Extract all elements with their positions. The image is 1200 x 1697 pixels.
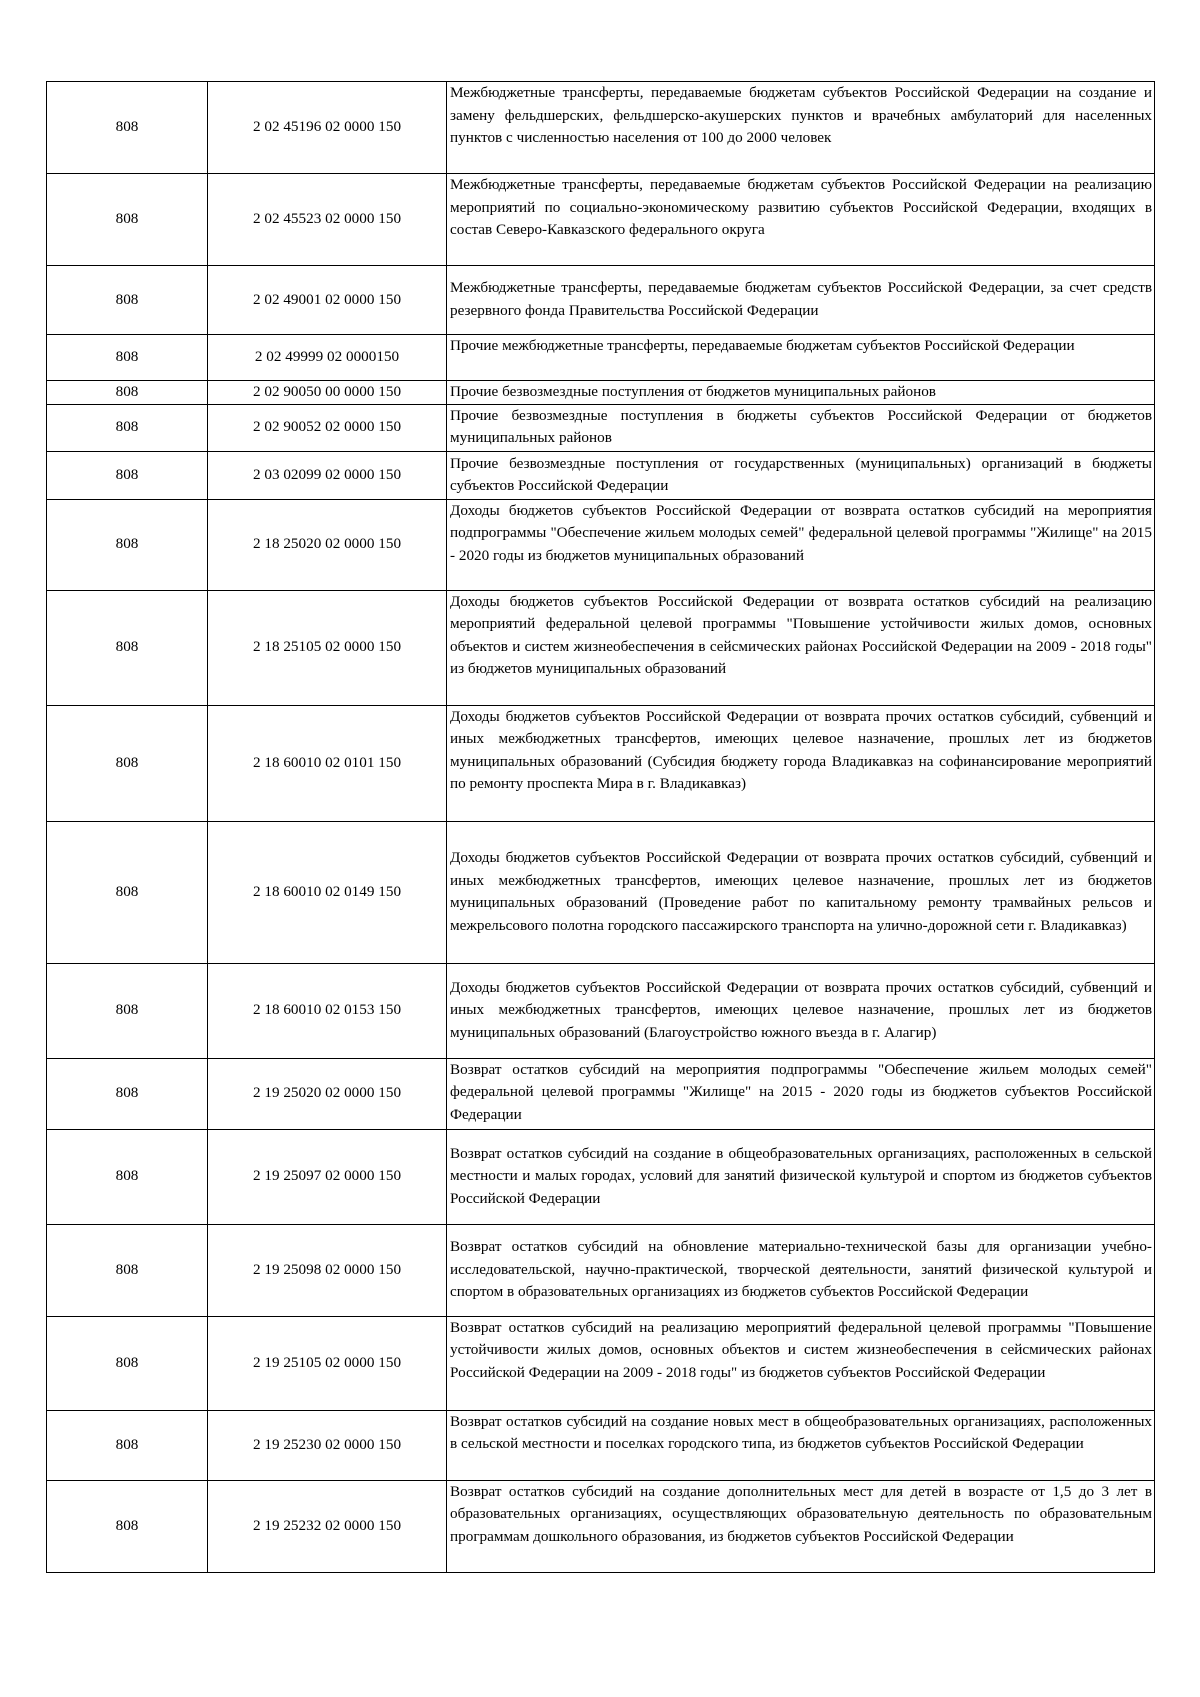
table-row	[47, 1058, 1155, 1129]
revenue-name-cell: Доходы бюджетов субъектов Российской Федерации от возврата остатков субсидий на реализацию мероприятий федеральной целевой программы "Повышение устойчивости жилых домов, основных объектов и систем жизнеобеспечения в сейсмических районах Российской Федерации на 2009 - 2018 годы" из бюджетов муниципальных образований	[447, 590, 1155, 705]
revenue-name-cell: Возврат остатков субсидий на создание новых мест в общеобразовательных организациях, расположенных в сельской местности и поселках городского типа, из бюджетов субъектов Российской Федерации	[447, 1410, 1155, 1480]
admin-code-cell: 808	[47, 1129, 208, 1224]
table-row	[47, 821, 1155, 963]
admin-code-cell: 808	[47, 1058, 208, 1129]
table-row	[47, 1316, 1155, 1410]
budget-code-cell: 2 19 25105 02 0000 150	[208, 1316, 447, 1410]
budget-code-cell: 2 02 90050 00 0000 150	[208, 381, 447, 405]
table-row	[47, 1410, 1155, 1480]
budget-code-cell: 2 02 49001 02 0000 150	[208, 266, 447, 335]
revenue-name-cell: Межбюджетные трансферты, передаваемые бюджетам субъектов Российской Федерации, за счет средств резервного фонда Правительства Российской Федерации	[447, 266, 1155, 335]
budget-code-cell: 2 18 25105 02 0000 150	[208, 590, 447, 705]
revenue-name-cell: Межбюджетные трансферты, передаваемые бюджетам субъектов Российской Федерации на создание и замену фельдшерских, фельдшерско-акушерских пунктов и врачебных амбулаторий для населенных пунктов с численностью населения от 100 до 2000 человек	[447, 82, 1155, 174]
table-row	[47, 381, 1155, 405]
budget-code-cell: 2 19 25097 02 0000 150	[208, 1129, 447, 1224]
revenue-name-cell: Доходы бюджетов субъектов Российской Федерации от возврата прочих остатков субсидий, субвенций и иных межбюджетных трансфертов, имеющих целевое назначение, прошлых лет из бюджетов муниципальных образований (Проведение работ по капитальному ремонту трамвайных рельсов и межрельсового полотна городского пассажирского транспорта на улично-дорожной сети г. Владикавказ)	[447, 821, 1155, 963]
table-row	[47, 266, 1155, 335]
budget-code-cell: 2 18 60010 02 0149 150	[208, 821, 447, 963]
admin-code-cell: 808	[47, 266, 208, 335]
revenue-name-cell: Доходы бюджетов субъектов Российской Федерации от возврата остатков субсидий на мероприятия подпрограммы "Обеспечение жильем молодых семей" федеральной целевой программы "Жилище" на 2015 - 2020 годы из бюджетов муниципальных образований	[447, 499, 1155, 590]
budget-code-cell: 2 02 49999 02 0000150	[208, 335, 447, 381]
revenue-name-cell: Доходы бюджетов субъектов Российской Федерации от возврата прочих остатков субсидий, субвенций и иных межбюджетных трансфертов, имеющих целевое назначение, прошлых лет из бюджетов муниципальных образований (Субсидия бюджету города Владикавказ на софинансирование мероприятий по ремонту проспекта Мира в г. Владикавказ)	[447, 705, 1155, 821]
table-row	[47, 590, 1155, 705]
admin-code-cell: 808	[47, 404, 208, 451]
revenue-name-cell: Доходы бюджетов субъектов Российской Федерации от возврата прочих остатков субсидий, субвенций и иных межбюджетных трансфертов, имеющих целевое назначение, прошлых лет из бюджетов муниципальных образований (Благоустройство южного въезда в г. Алагир)	[447, 963, 1155, 1058]
revenue-name-cell: Возврат остатков субсидий на создание в общеобразовательных организациях, расположенных в сельской местности и малых городах, условий для занятий физической культурой и спортом из бюджетов субъектов Российской Федерации	[447, 1129, 1155, 1224]
table-row	[47, 1224, 1155, 1316]
revenue-name-cell: Прочие безвозмездные поступления от бюджетов муниципальных районов	[447, 381, 1155, 405]
budget-code-cell: 2 03 02099 02 0000 150	[208, 451, 447, 499]
admin-code-cell: 808	[47, 451, 208, 499]
budget-code-cell: 2 02 45523 02 0000 150	[208, 174, 447, 266]
revenue-name-cell: Межбюджетные трансферты, передаваемые бюджетам субъектов Российской Федерации на реализацию мероприятий по социально-экономическому развитию субъектов Российской Федерации, входящих в состав Северо-Кавказского федерального округа	[447, 174, 1155, 266]
revenue-name-cell: Возврат остатков субсидий на мероприятия подпрограммы "Обеспечение жильем молодых семей" федеральной целевой программы "Жилище" на 2015 - 2020 годы из бюджетов субъектов Российской Федерации	[447, 1058, 1155, 1129]
table-row	[47, 499, 1155, 590]
revenue-name-cell: Прочие безвозмездные поступления от государственных (муниципальных) организаций в бюджеты субъектов Российской Федерации	[447, 451, 1155, 499]
budget-code-cell: 2 19 25020 02 0000 150	[208, 1058, 447, 1129]
admin-code-cell: 808	[47, 705, 208, 821]
budget-codes-table	[46, 81, 1155, 1573]
admin-code-cell: 808	[47, 499, 208, 590]
budget-code-cell: 2 19 25230 02 0000 150	[208, 1410, 447, 1480]
table-row	[47, 335, 1155, 381]
table-row	[47, 404, 1155, 451]
table-row	[47, 451, 1155, 499]
revenue-name-cell: Возврат остатков субсидий на создание дополнительных мест для детей в возрасте от 1,5 до 3 лет в образовательных организациях, осуществляющих образовательную деятельность по образовательным программам дошкольного образования, из бюджетов субъектов Российской Федерации	[447, 1480, 1155, 1572]
table-row	[47, 1129, 1155, 1224]
admin-code-cell: 808	[47, 963, 208, 1058]
admin-code-cell: 808	[47, 335, 208, 381]
revenue-name-cell: Прочие безвозмездные поступления в бюджеты субъектов Российской Федерации от бюджетов муниципальных районов	[447, 404, 1155, 451]
table-row	[47, 82, 1155, 174]
table-row	[47, 963, 1155, 1058]
budget-code-cell: 2 18 25020 02 0000 150	[208, 499, 447, 590]
admin-code-cell: 808	[47, 82, 208, 174]
admin-code-cell: 808	[47, 1480, 208, 1572]
budget-code-cell: 2 02 45196 02 0000 150	[208, 82, 447, 174]
admin-code-cell: 808	[47, 821, 208, 963]
table-row	[47, 705, 1155, 821]
admin-code-cell: 808	[47, 1224, 208, 1316]
revenue-name-cell: Возврат остатков субсидий на реализацию мероприятий федеральной целевой программы "Повышение устойчивости жилых домов, основных объектов и систем жизнеобеспечения в сейсмических районах Российской Федерации на 2009 - 2018 годы" из бюджетов субъектов Российской Федерации	[447, 1316, 1155, 1410]
budget-code-cell: 2 19 25232 02 0000 150	[208, 1480, 447, 1572]
admin-code-cell: 808	[47, 590, 208, 705]
table-row	[47, 174, 1155, 266]
budget-code-cell: 2 02 90052 02 0000 150	[208, 404, 447, 451]
admin-code-cell: 808	[47, 174, 208, 266]
budget-code-cell: 2 18 60010 02 0101 150	[208, 705, 447, 821]
admin-code-cell: 808	[47, 1316, 208, 1410]
budget-code-cell: 2 19 25098 02 0000 150	[208, 1224, 447, 1316]
admin-code-cell: 808	[47, 1410, 208, 1480]
budget-code-cell: 2 18 60010 02 0153 150	[208, 963, 447, 1058]
revenue-name-cell: Прочие межбюджетные трансферты, передаваемые бюджетам субъектов Российской Федерации	[447, 335, 1155, 381]
revenue-name-cell: Возврат остатков субсидий на обновление материально-технической базы для организации учебно-исследовательской, научно-практической, творческой деятельности, занятий физической культурой и спортом в образовательных организациях из бюджетов субъектов Российской Федерации	[447, 1224, 1155, 1316]
table-row	[47, 1480, 1155, 1572]
admin-code-cell: 808	[47, 381, 208, 405]
